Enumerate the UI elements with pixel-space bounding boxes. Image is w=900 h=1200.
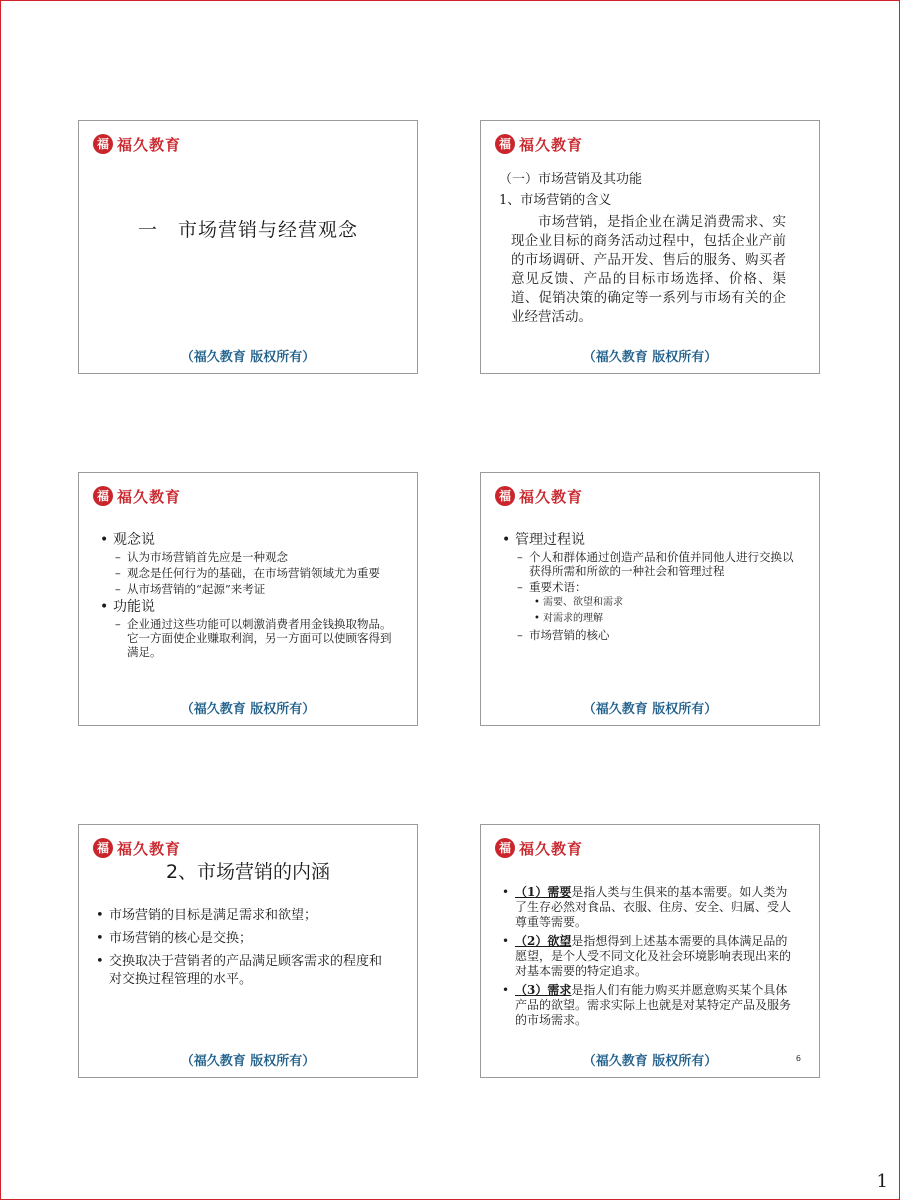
term-definition: 是指想得到上述基本需要的具体满足品的愿望，是个人受不同文化及社会环境影响表现出来的对基本需要的特定追求。	[515, 934, 792, 978]
bullet-list	[93, 907, 393, 994]
logo-text: 福久教育	[117, 839, 182, 858]
sub-sub-bullet-item: • 对需求的理解	[533, 612, 804, 626]
term-label: （3）需求	[515, 983, 572, 997]
slide-footer: （福久教育 版权所有）	[180, 702, 316, 717]
slide-5	[78, 824, 418, 1078]
logo-seal-icon: 福	[93, 134, 113, 154]
logo	[93, 837, 181, 859]
slide-footer: （福久教育 版权所有）	[180, 1054, 316, 1069]
logo-text: 福久教育	[117, 135, 182, 154]
sub-bullet-item: – 认为市场营销首先应是一种观念	[115, 550, 397, 564]
slide-2	[480, 120, 820, 374]
definition-paragraph: 市场营销，是指企业在满足消费需求、实现企业目标的商务活动过程中，包括企业产前的市场调研、产品开发、售后的服务、购买者意见反馈、产品的目标市场选择、价格、渠道、促销决策的确定等一系列与市场有关的企业经营活动。	[511, 214, 786, 325]
slide-footer: （福久教育 版权所有）	[582, 1054, 718, 1069]
term-label: （2）欲望	[515, 934, 572, 948]
logo-seal-icon: 福	[93, 486, 113, 506]
logo-text: 福久教育	[519, 135, 584, 154]
logo	[495, 133, 583, 155]
bullet-item: • 观念说	[97, 531, 397, 549]
sub-bullet-item: – 市场营销的核心	[517, 628, 804, 642]
bullet-list	[499, 885, 799, 1032]
logo-text: 福久教育	[117, 487, 182, 506]
term-label: （1）需要	[515, 885, 572, 899]
slide-3	[78, 472, 418, 726]
sub-bullet-item: – 从市场营销的“起源”来考证	[115, 582, 397, 596]
slide-title: 一 市场营销与经营观念	[137, 219, 358, 241]
logo-seal-icon: 福	[495, 134, 515, 154]
section-heading: （一）市场营销及其功能	[499, 172, 643, 187]
slide-4	[480, 472, 820, 726]
slide-footer: （福久教育 版权所有）	[180, 350, 316, 365]
bullet-list	[97, 531, 397, 661]
term-definition: 是指人类与生俱来的基本需要。如人类为了生存必然对食品、衣服、住房、安全、归属、受人尊重等需要。	[515, 885, 792, 929]
slide-footer: （福久教育 版权所有）	[582, 702, 718, 717]
bullet-item: • 管理过程说	[499, 531, 804, 549]
logo-text: 福久教育	[519, 839, 584, 858]
slide-1	[78, 120, 418, 374]
logo	[93, 133, 181, 155]
sub-bullet-item: – 重要术语：	[517, 580, 804, 594]
logo	[495, 837, 583, 859]
bullet-item: • 市场营销的核心是交换；	[93, 930, 393, 948]
sub-bullet-item: – 观念是任何行为的基础，在市场营销领域尤为重要	[115, 566, 397, 580]
slide-title: 2、市场营销的内涵	[165, 861, 331, 883]
term-item	[499, 934, 799, 979]
logo	[495, 485, 583, 507]
bullet-item: • 交换取决于营销者的产品满足顾客需求的程度和对交换过程管理的水平。	[93, 953, 393, 989]
slide-number: 6	[795, 1054, 801, 1063]
bullet-item: • 功能说	[97, 598, 397, 616]
logo-seal-icon: 福	[495, 486, 515, 506]
bullet-item: • 市场营销的目标是满足需求和欲望；	[93, 907, 393, 925]
sub-sub-bullet-item: • 需要、欲望和需求	[533, 596, 804, 610]
slide-6	[480, 824, 820, 1078]
term-item	[499, 885, 799, 930]
logo-seal-icon: 福	[495, 838, 515, 858]
logo-text: 福久教育	[519, 487, 584, 506]
term-item	[499, 983, 799, 1028]
logo	[93, 485, 181, 507]
bullet-list	[499, 531, 804, 644]
section-subheading: 1、市场营销的含义	[499, 193, 612, 208]
page-number: 1	[876, 1171, 888, 1192]
sub-bullet-item: – 企业通过这些功能可以刺激消费者用金钱换取物品。它一方面使企业赚取利润，另一方面可以使顾客得到满足。	[115, 617, 397, 659]
logo-seal-icon: 福	[93, 838, 113, 858]
term-definition: 是指人们有能力购买并愿意购买某个具体产品的欲望。需求实际上也就是对某特定产品及服务的市场需求。	[515, 983, 792, 1027]
slide-footer: （福久教育 版权所有）	[582, 350, 718, 365]
sub-bullet-item: – 个人和群体通过创造产品和价值并同他人进行交换以获得所需和所欲的一种社会和管理过程	[517, 550, 804, 578]
